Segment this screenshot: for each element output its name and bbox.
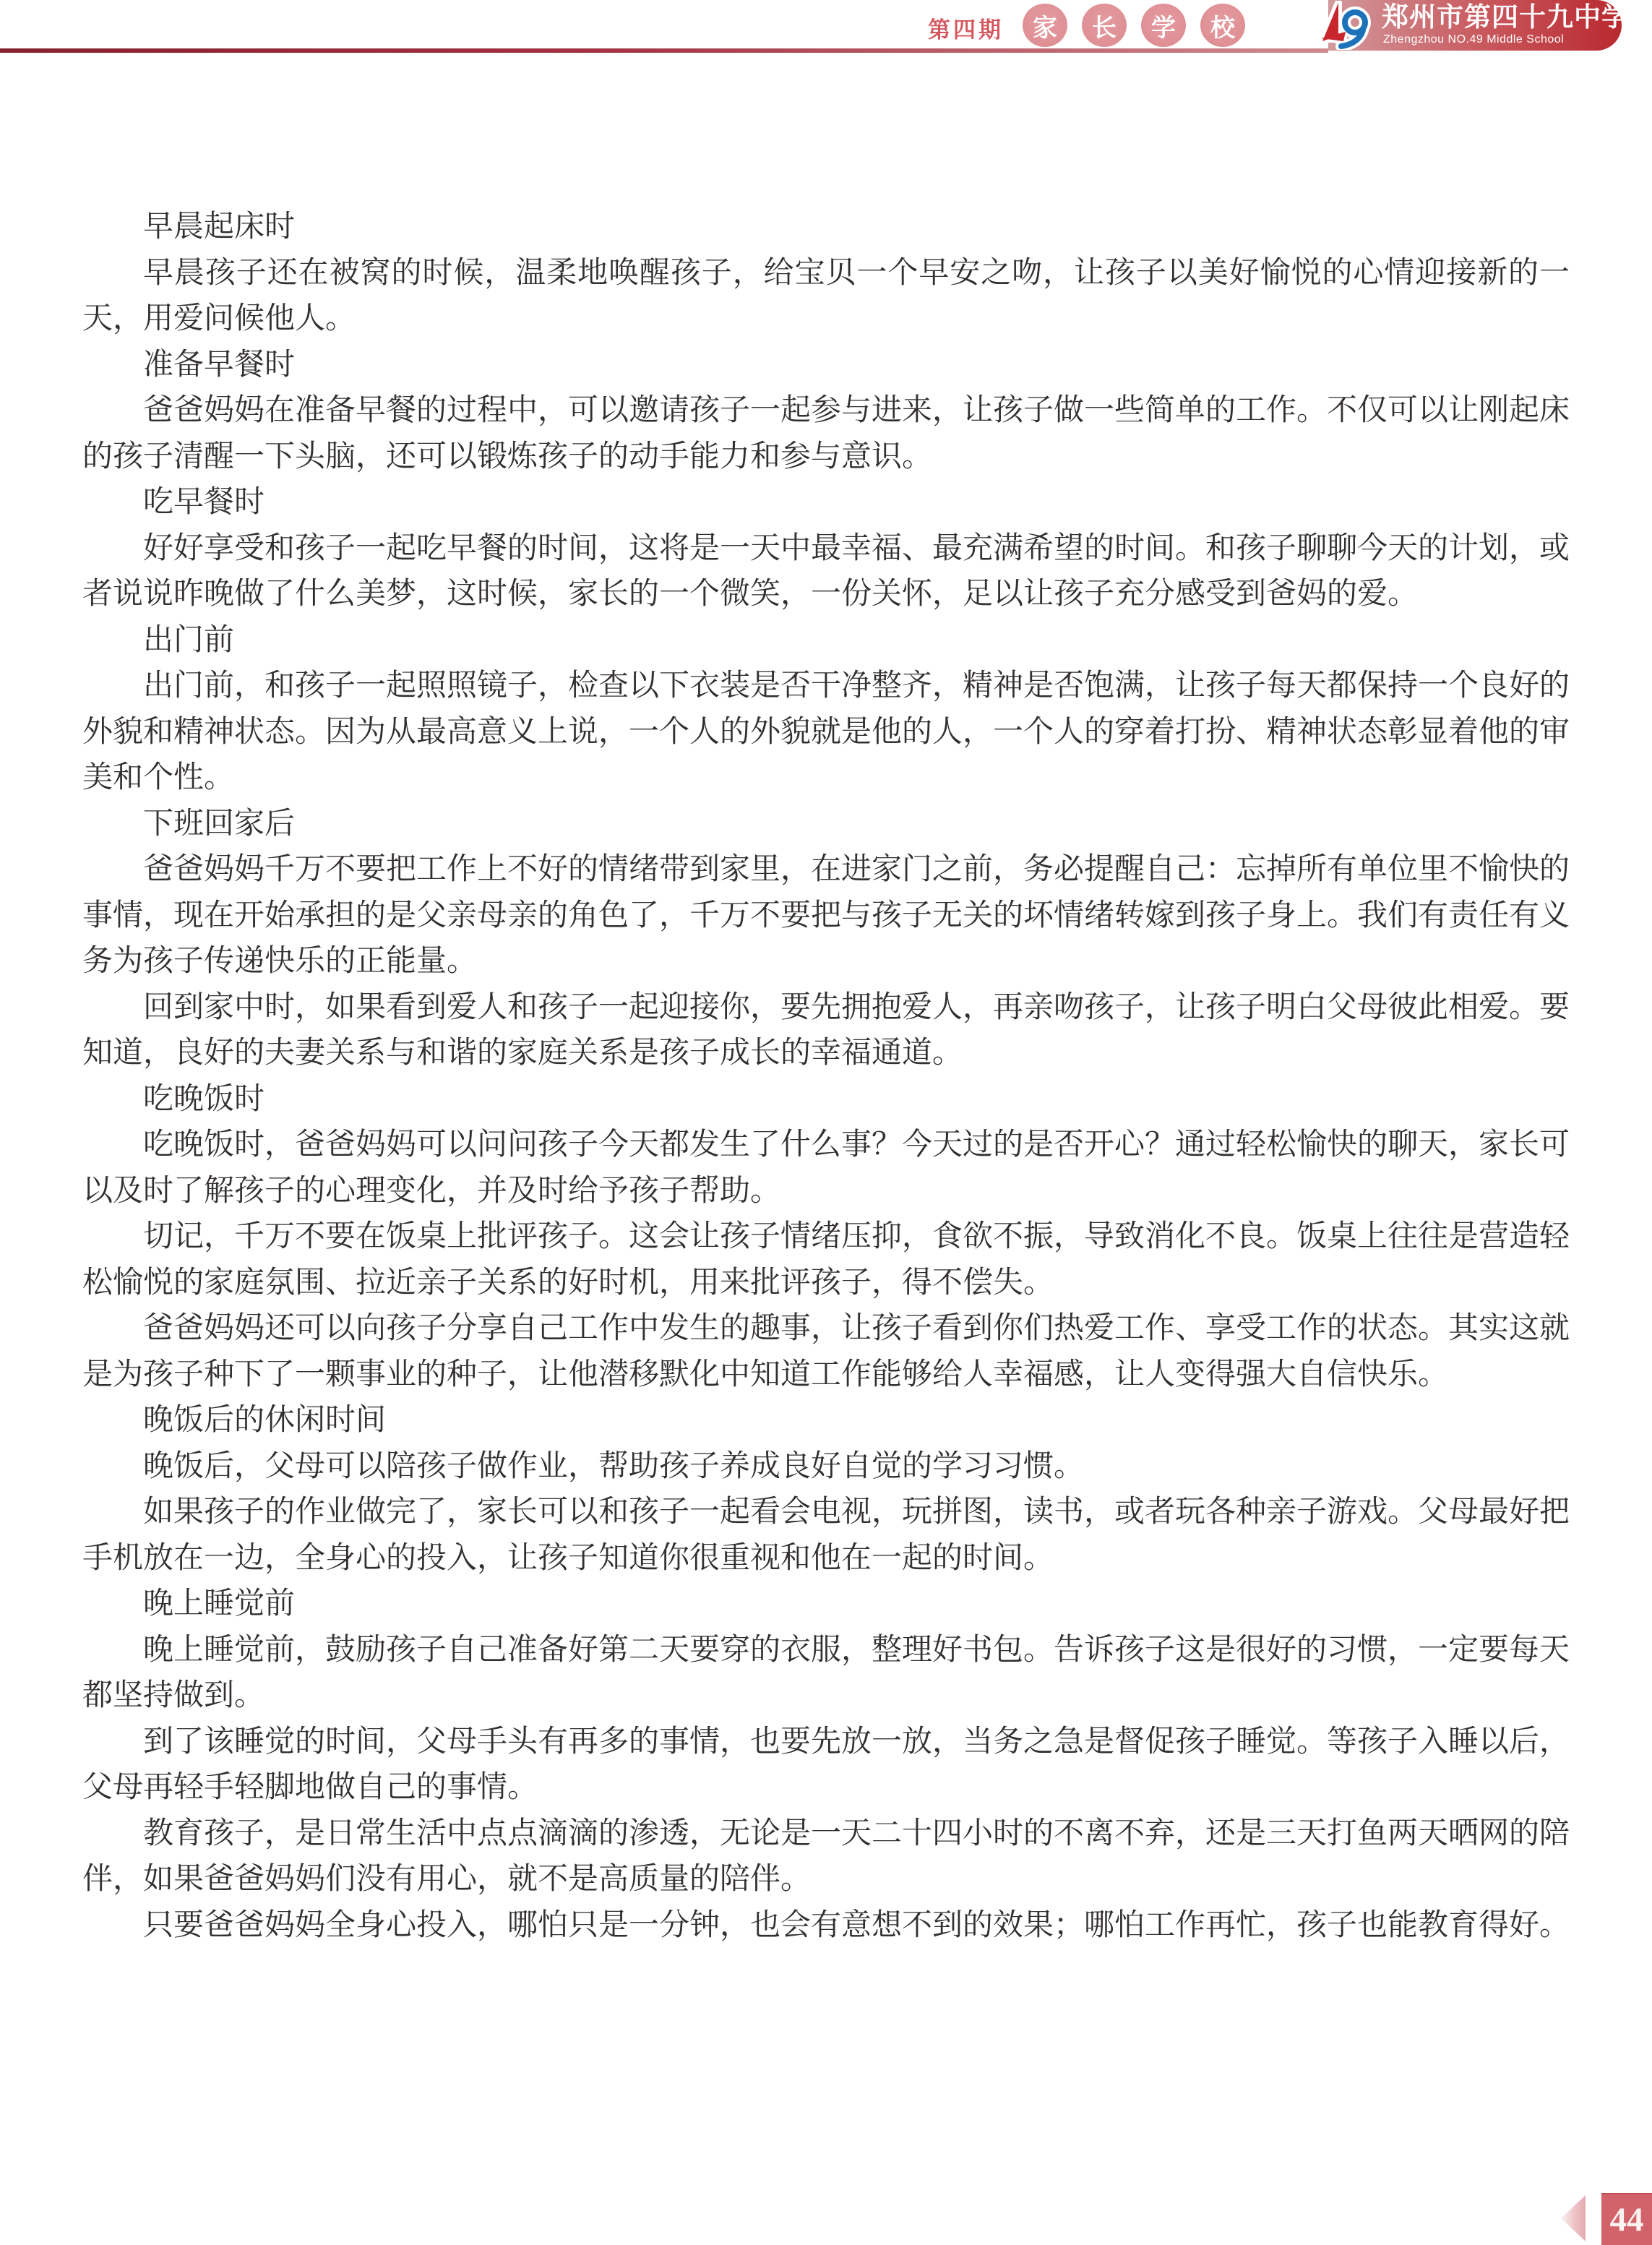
article-paragraph: 只要爸爸妈妈全身心投入，哪怕只是一分钟，也会有意想不到的效果；哪怕工作再忙，孩子也能教育得好。 [143, 1906, 1570, 1942]
masthead-circle: 校 [1200, 4, 1245, 47]
article-paragraph: 晚上睡觉前，鼓励孩子自己准备好第二天要穿的衣服，整理好书包。告诉孩子这是很好的习惯，一定要每天都坚持做到。 [82, 1631, 1570, 1712]
header-rule [0, 48, 1328, 53]
article-heading: 准备早餐时 [143, 345, 296, 382]
article-paragraph: 好好享受和孩子一起吃早餐的时间，这将是一天中最幸福、最充满希望的时间。和孩子聊聊今天的计划，或者说说昨晚做了什么美梦，这时候，家长的一个微笑，一份关怀，足以让孩子充分感受到爸妈的爱。 [82, 529, 1570, 611]
masthead-circle: 学 [1141, 4, 1186, 47]
page-number-badge: 44 [1601, 2193, 1652, 2245]
article-paragraph: 爸爸妈妈在准备早餐的过程中，可以邀请孩子一起参与进来，让孩子做一些简单的工作。不仅可以让刚起床的孩子清醒一下头脑，还可以锻炼孩子的动手能力和参与意识。 [82, 392, 1570, 473]
article-paragraph: 如果孩子的作业做完了，家长可以和孩子一起看会电视，玩拼图，读书，或者玩各种亲子游戏。父母最好把手机放在一边，全身心的投入，让孩子知道你很重视和他在一起的时间。 [82, 1493, 1570, 1575]
school-name-en: Zhengzhou NO.49 Middle School [1383, 33, 1565, 46]
article-body [82, 203, 1570, 1947]
article-heading: 下班回家后 [143, 804, 296, 841]
article-heading: 吃晚饭时 [143, 1080, 265, 1116]
masthead-circle: 长 [1082, 4, 1127, 47]
article-paragraph: 回到家中时，如果看到爱人和孩子一起迎接你，要先拥抱爱人，再亲吻孩子，让孩子明白父母彼此相爱。要知道，良好的夫妻关系与和谐的家庭关系是孩子成长的幸福通道。 [82, 988, 1570, 1070]
issue-label: 第四期 [928, 17, 1004, 43]
page-corner-triangle-icon [1561, 2195, 1586, 2241]
article-paragraph: 吃晚饭时，爸爸妈妈可以问问孩子今天都发生了什么事？今天过的是否开心？通过轻松愉快的聊天，家长可以及时了解孩子的心理变化，并及时给予孩子帮助。 [82, 1126, 1570, 1208]
masthead-circle: 家 [1023, 4, 1067, 47]
article-paragraph: 晚饭后，父母可以陪孩子做作业，帮助孩子养成良好自觉的学习习惯。 [143, 1447, 1085, 1483]
article-paragraph: 出门前，和孩子一起照照镜子，检查以下衣装是否干净整齐，精神是否饱满，让孩子每天都保持一个良好的外貌和精神状态。因为从最高意义上说，一个人的外貌就是他的人，一个人的穿着打扮、精神状态彰显着他的审美和个性。 [82, 667, 1570, 794]
school-logo-49-icon [1315, 1, 1377, 50]
article-paragraph: 到了该睡觉的时间，父母手头有再多的事情，也要先放一放，当务之急是督促孩子睡觉。等孩子入睡以后，父母再轻手轻脚地做自己的事情。 [82, 1722, 1570, 1804]
article-heading: 出门前 [143, 621, 235, 657]
article-heading: 晚饭后的休闲时间 [143, 1401, 387, 1437]
article-paragraph: 切记，千万不要在饭桌上批评孩子。这会让孩子情绪压抑，食欲不振，导致消化不良。饭桌上往往是营造轻松愉悦的家庭氛围、拉近亲子关系的好时机，用来批评孩子，得不偿失。 [82, 1218, 1570, 1300]
article-heading: 晚上睡觉前 [143, 1585, 296, 1621]
article-paragraph: 爸爸妈妈还可以向孩子分享自己工作中发生的趣事，让孩子看到你们热爱工作、享受工作的状态。其实这就是为孩子种下了一颗事业的种子，让他潜移默化中知道工作能够给人幸福感，让人变得强大自信快乐。 [82, 1310, 1570, 1391]
school-name-cn: 郑州市第四十九中学 [1382, 3, 1629, 33]
article-paragraph: 爸爸妈妈千万不要把工作上不好的情绪带到家里，在进家门之前，务必提醒自己：忘掉所有单位里不愉快的事情，现在开始承担的是父亲母亲的角色了，千万不要把与孩子无关的坏情绪转嫁到孩子身上。我们有责任有义务为孩子传递快乐的正能量。 [82, 851, 1570, 978]
article-heading: 吃早餐时 [143, 484, 265, 519]
article-paragraph: 早晨孩子还在被窝的时候，温柔地唤醒孩子，给宝贝一个早安之吻，让孩子以美好愉悦的心情迎接新的一天，用爱问候他人。 [82, 254, 1570, 335]
article-paragraph: 教育孩子，是日常生活中点点滴滴的渗透，无论是一天二十四小时的不离不弃，还是三天打鱼两天晒网的陪伴，如果爸爸妈妈们没有用心，就不是高质量的陪伴。 [82, 1814, 1570, 1896]
article-heading: 早晨起床时 [143, 208, 296, 244]
